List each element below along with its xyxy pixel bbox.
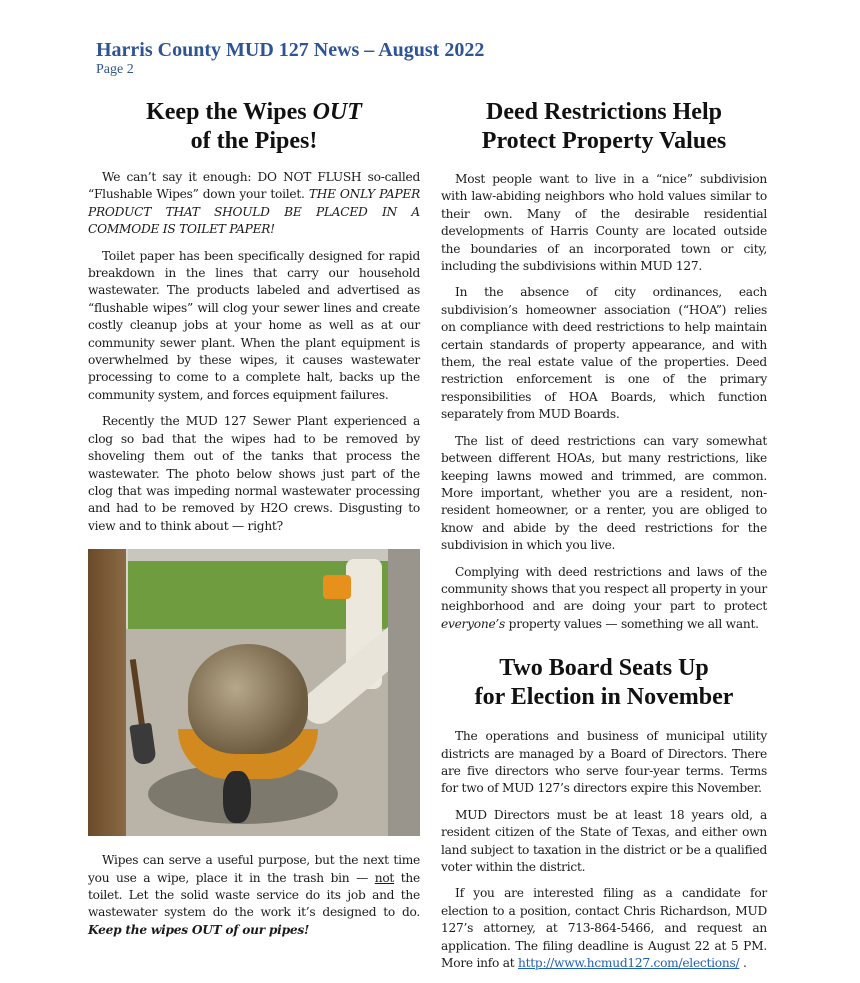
election-paragraph-3: If you are interested filing as a candidate for election to a position, contact Chris Richardson, MUD 127’s attorney, at 713-864-5466, and request an application. The filing deadline is August 22 at 5 PM. More info at http://www.hcmud127.com/elections/ . [441,886,767,971]
election-paragraph-1: The operations and business of municipal utility districts are managed by a Board of Directors. There are five directors who serve four-year terms. Terms for two of MUD 127’s directors expire this November. [441,729,767,796]
deed-heading: Deed Restrictions Help Protect Property Values [481,99,727,154]
wipes-paragraph-2: Toilet paper has been specifically designed for rapid breakdown in the lines that carry our household wastewater. The products labeled and advertised as “flushable wipes” will clog your sewer lines and create costly cleanup jobs at your home as well as at our community sewer plant. When the plant equipment is overwhelmed by these wipes, it causes wastewater processing to come to a complete halt, backs up the community system, and forces equipment failures. [88,248,420,402]
deed-paragraph-2: In the absence of city ordinances, each subdivision’s homeowner association (“HOA”) relies on compliance with deed restrictions to help maintain certain standards of property appearance, and with them, the real estate value of the properties. Deed restriction enforcement is one of the primary responsibilities of HOA Boards, which function separately from MUD Boards. [441,285,767,422]
election-paragraph-2: MUD Directors must be at least 18 years old, a resident citizen of the State of Texas, and either own land subject to taxation in the district or be a qualified voter within the district. [441,807,767,874]
wipes-heading: Keep the Wipes OUT of the Pipes! [146,99,362,154]
deed-paragraph-4: Complying with deed restrictions and laws of the community shows that you respect all property in your neighborhood and are doing your part to protect everyone’s property values — something we all want. [441,564,767,631]
wipes-paragraph-4: Wipes can serve a useful purpose, but the next time you use a wipe, place it in the trash bin — not the toilet. Let the solid waste service do its job and the wastewater system do the work it’s designed to do. Keep the wipes OUT of our pipes! [88,853,420,937]
election-heading: Two Board Seats Up for Election in November [474,655,734,711]
deed-paragraph-3: The list of deed restrictions can vary somewhat between different HOAs, but many restrictions, like keeping lawns mowed and trimmed, are common. More important, whether you are a resident, non-resident homeowner, or a renter, you are obliged to know and abide by the deed restrictions for the subdivision in which you live. [441,433,767,553]
heading-out-emphasis: OUT [312,99,362,125]
deed-paragraph-1: Most people want to live in a “nice” subdivision with law-abiding neighbors who hold values similar to their own. Many of the desirable residential developments of Harris County are located outside the boundaries of an incorporated town or city, including the subdivisions within MUD 127. [441,172,767,274]
clog-photo [88,549,420,836]
wipes-paragraph-1: We can’t say it enough: DO NOT FLUSH so-called “Flushable Wipes” down your toilet. THE ONLY PAPER PRODUCT THAT SHOULD BE PLACED IN A COMMODE IS TOILET PAPER! [88,170,420,237]
newsletter-title: Harris County MUD 127 News – August 2022 [96,39,485,61]
page-header [96,38,484,78]
page-number: Page 2 [96,62,134,77]
wipes-paragraph-3: Recently the MUD 127 Sewer Plant experienced a clog so bad that the wipes had to be removed by shoveling them out of the tanks that process the wastewater. The photo below shows just part of the clog that was impeding normal wastewater processing and had to be removed by H2O crews. Disgusting to view and to think about — right? [88,414,420,533]
elections-link[interactable]: http://www.hcmud127.com/elections/ [518,956,740,971]
left-column [88,98,420,948]
right-column [441,98,767,981]
